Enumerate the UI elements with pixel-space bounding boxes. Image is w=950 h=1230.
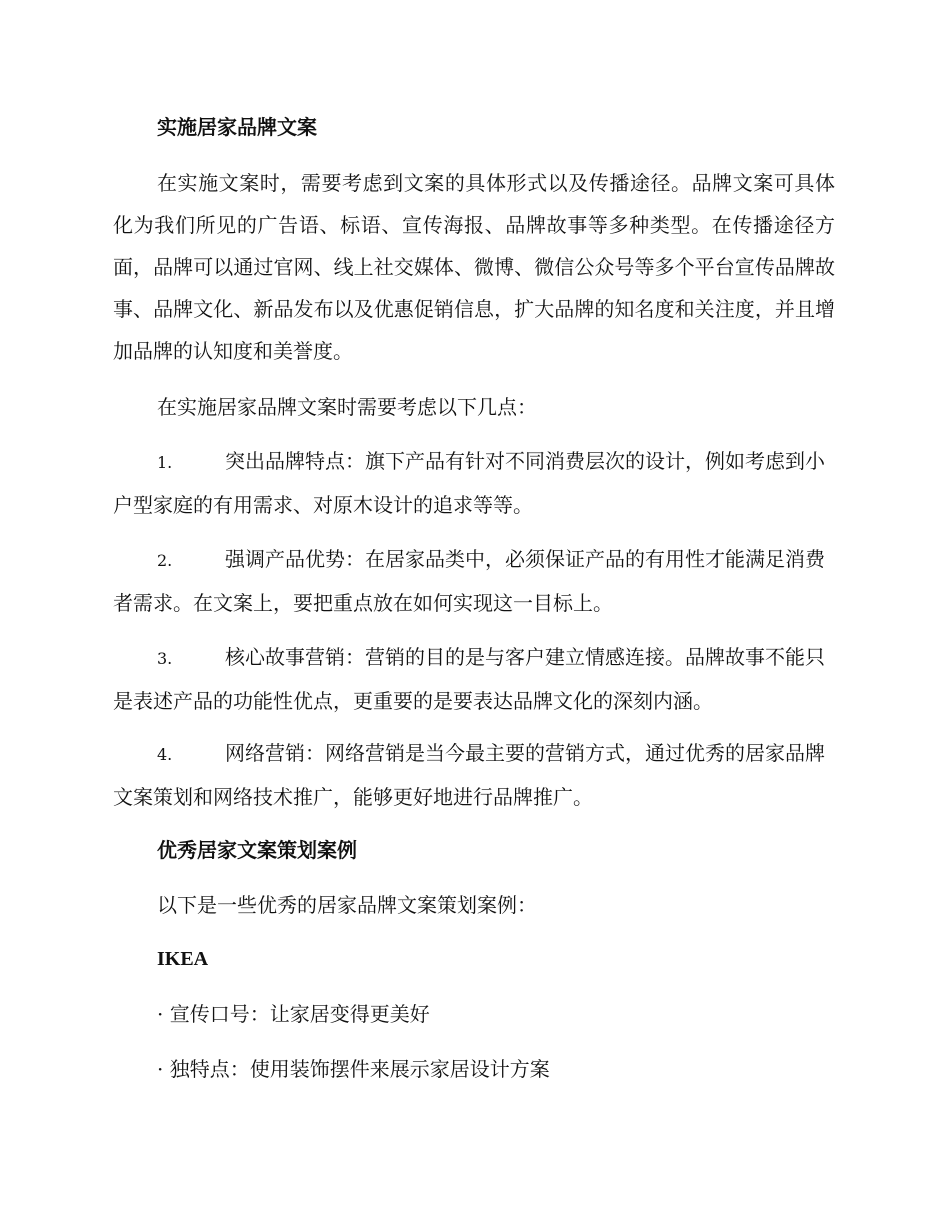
section-heading-implement: 实施居家品牌文案 (157, 115, 317, 139)
bullet-slogan: · 宣传口号：让家居变得更美好 (157, 1002, 430, 1026)
list-text: 突出品牌特点：旗下产品有针对不同消费层次的设计，例如考虑到小户型家庭的有用需求、对原木设计的追求等等。 (113, 449, 825, 517)
list-text: 核心故事营销：营销的目的是与客户建立情感连接。品牌故事不能只是表述产品的功能性优点，更重要的是要表达品牌文化的深刻内涵。 (113, 645, 825, 713)
list-item-2 (113, 538, 835, 624)
section-heading-cases: 优秀居家文案策划案例 (157, 838, 357, 862)
list-intro: 在实施居家品牌文案时需要考虑以下几点： (157, 395, 537, 419)
list-item-4 (113, 732, 835, 818)
list-number: 3. (157, 649, 173, 668)
list-number: 1. (157, 453, 173, 472)
cases-intro: 以下是一些优秀的居家品牌文案策划案例： (157, 893, 537, 917)
brand-name: IKEA (157, 948, 209, 970)
bullet-feature: · 独特点：使用装饰摆件来展示家居设计方案 (157, 1057, 550, 1081)
list-number: 4. (157, 745, 173, 764)
list-item-3 (113, 636, 835, 722)
list-text: 强调产品优势：在居家品类中，必须保证产品的有用性才能满足消费者需求。在文案上，要把重点放在如何实现这一目标上。 (113, 547, 825, 615)
paragraph-implement: 在实施文案时，需要考虑到文案的具体形式以及传播途径。品牌文案可具体化为我们所见的广告语、标语、宣传海报、品牌故事等多种类型。在传播途径方面，品牌可以通过官网、线上社交媒体、微博、微信公众号等多个平台宣传品牌故事、品牌文化、新品发布以及优惠促销信息，扩大品牌的知名度和关注度，并且增加品牌的认知度和美誉度。 (113, 171, 835, 363)
list-text: 网络营销：网络营销是当今最主要的营销方式，通过优秀的居家品牌文案策划和网络技术推广，能够更好地进行品牌推广。 (113, 741, 825, 809)
list-number: 2. (157, 551, 173, 570)
list-item-1 (113, 440, 835, 526)
